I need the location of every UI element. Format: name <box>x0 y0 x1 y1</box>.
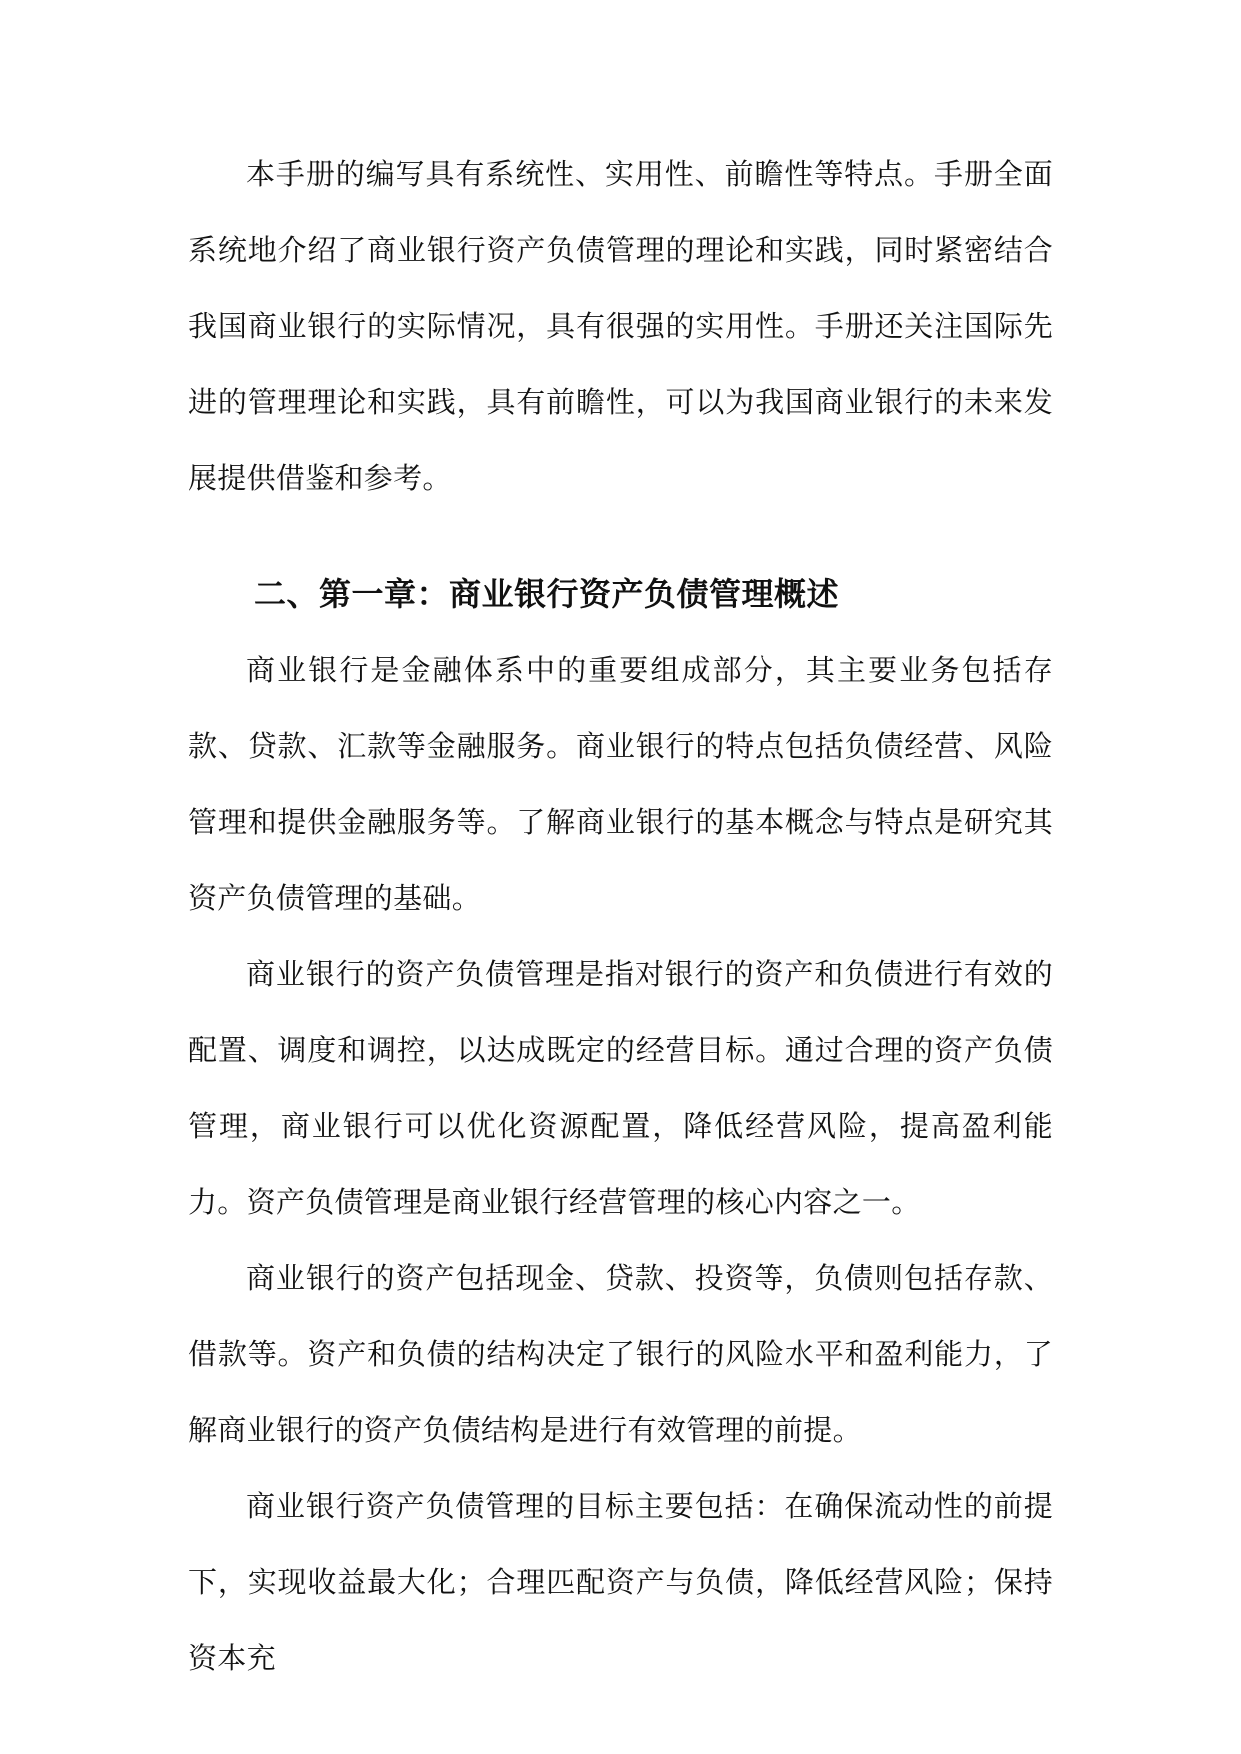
paragraph-bank-definition: 商业银行是金融体系中的重要组成部分，其主要业务包括存款、贷款、汇款等金融服务。商业银行的特点包括负债经营、风险管理和提供金融服务等。了解商业银行的基本概念与特点是研究其资产负债管理的基础。 <box>188 653 1053 915</box>
intro-paragraph: 本手册的编写具有系统性、实用性、前瞻性等特点。手册全面系统地介绍了商业银行资产负债管理的理论和实践，同时紧密结合我国商业银行的实际情况，具有很强的实用性。手册还关注国际先进的管理理论和实践，具有前瞻性，可以为我国商业银行的未来发展提供借鉴和参考。 <box>188 157 1053 495</box>
chapter-heading: 二、第一章：商业银行资产负债管理概述 <box>254 575 840 613</box>
paragraph-alm-structure: 商业银行的资产包括现金、贷款、投资等，负债则包括存款、借款等。资产和负债的结构决定了银行的风险水平和盈利能力，了解商业银行的资产负债结构是进行有效管理的前提。 <box>188 1261 1053 1447</box>
paragraph-alm-definition: 商业银行的资产负债管理是指对银行的资产和负债进行有效的配置、调度和调控，以达成既定的经营目标。通过合理的资产负债管理，商业银行可以优化资源配置，降低经营风险，提高盈利能力。资产负债管理是商业银行经营管理的核心内容之一。 <box>188 957 1053 1219</box>
paragraph-alm-goals: 商业银行资产负债管理的目标主要包括：在确保流动性的前提下，实现收益最大化；合理匹配资产与负债，降低经营风险；保持资本充 <box>188 1489 1053 1675</box>
document-body <box>188 136 1053 1696</box>
